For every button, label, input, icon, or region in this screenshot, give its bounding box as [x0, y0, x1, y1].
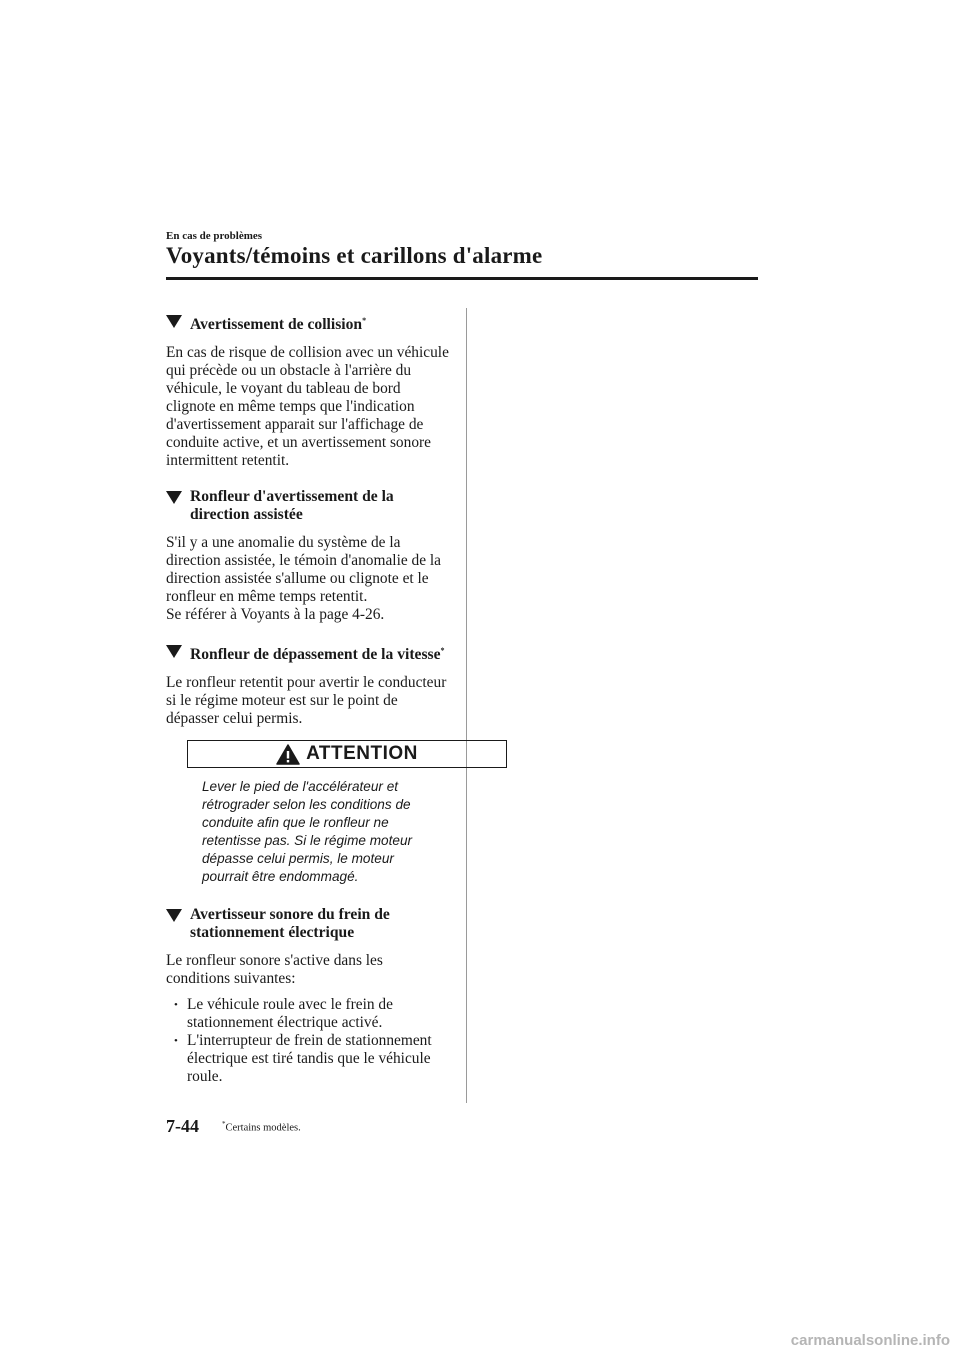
- triangle-bullet-icon: [166, 315, 182, 328]
- attention-box: [187, 740, 507, 768]
- heading-text: Ronfleur d'avertissement de la direction assistée: [190, 488, 394, 524]
- warning-triangle-icon: [276, 744, 300, 765]
- attention-label: ATTENTION: [306, 743, 418, 765]
- title-rule: [166, 277, 758, 280]
- section-heading-collision-warning: [166, 312, 450, 334]
- section-body-power-steering-buzzer: [166, 534, 450, 624]
- body-text: S'il y a une anomalie du système de la direction assistée, le témoin d'anomalie de la direction assistée s'allume ou clignote et le ronfleur en même temps retentit.: [166, 534, 442, 606]
- page-number: 7-44: [166, 1116, 199, 1136]
- column-divider: [466, 308, 467, 1103]
- section-body-collision-warning: En cas de risque de collision avec un véhicule qui précède ou un obstacle à l'arrière du véhicule, le voyant du tableau de bord clignote en même temps que l'indication d'avertissement apparait sur l'affichage de conduite active, et un avertissement sonore intermittent retentit.: [166, 344, 449, 470]
- footnote-mark: *: [222, 1120, 226, 1128]
- heading-text: Avertissement de collision: [190, 316, 363, 334]
- section-heading-power-steering-buzzer: [166, 488, 450, 524]
- page-title: Voyants/témoins et carillons d'alarme: [166, 243, 543, 268]
- section-heading-overspeed-buzzer: [166, 642, 450, 664]
- section-body-electric-parking-brake: Le ronfleur sonore s'active dans les conditions suivantes:: [166, 952, 383, 988]
- list-item: • Le véhicule roule avec le frein de stationnement électrique activé.: [166, 996, 450, 1032]
- watermark: carmanualsonline.info: [790, 1332, 950, 1349]
- footnote-text: Certains modèles.: [225, 1122, 301, 1134]
- section-heading-electric-parking-brake: [166, 906, 450, 942]
- triangle-bullet-icon: [166, 909, 182, 922]
- chapter-label: En cas de problèmes: [166, 230, 263, 242]
- left-column: [166, 312, 450, 1086]
- attention-text: Lever le pied de l'accélérateur et rétrograder selon les conditions de conduite afin que le ronfleur ne retentisse pas. Si le régime moteur dépasse celui permis, le moteur pourrait être endommagé.: [202, 779, 413, 885]
- footnote-mark: *: [362, 316, 367, 325]
- triangle-bullet-icon: [166, 491, 182, 504]
- heading-text: Avertisseur sonore du frein de stationnement électrique: [190, 906, 390, 942]
- footnote: [222, 1120, 301, 1134]
- section-body-overspeed-buzzer: Le ronfleur retentit pour avertir le conducteur si le régime moteur est sur le point de dépasser celui permis.: [166, 674, 447, 728]
- triangle-bullet-icon: [166, 645, 182, 658]
- page-reference: Se référer à Voyants à la page 4-26.: [166, 606, 385, 624]
- heading-text: Ronfleur de dépassement de la vitesse: [190, 646, 441, 664]
- conditions-list: [166, 996, 450, 1086]
- footnote-mark: *: [440, 646, 445, 656]
- list-item: • L'interrupteur de frein de stationnement électrique est tiré tandis que le véhicule roule.: [166, 1032, 450, 1086]
